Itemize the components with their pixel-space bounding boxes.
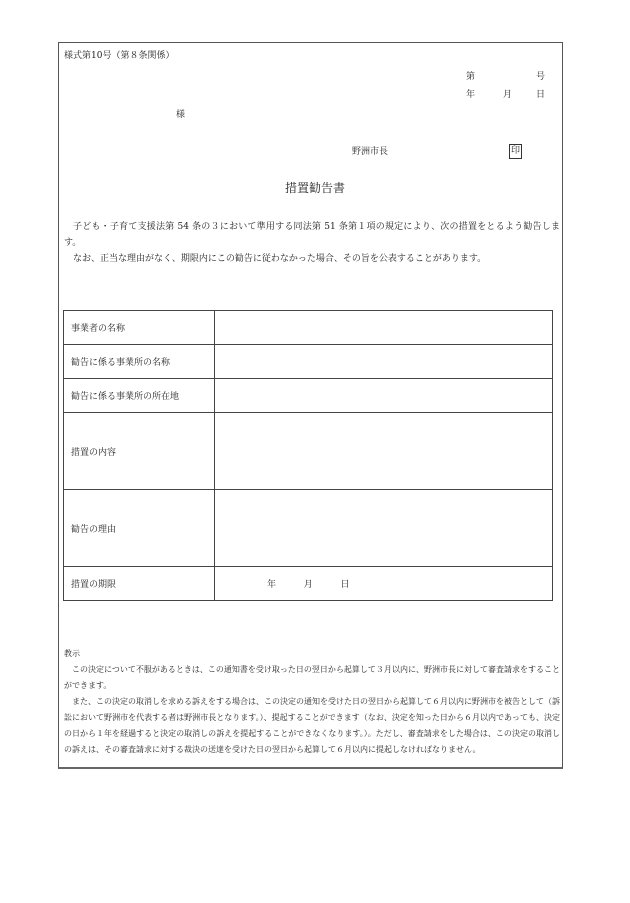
notice-paragraph-1: この決定について不服があるときは、この通知書を受け取った日の翌日から起算して３月以内に、野洲市長に対して審査請求をすることができます。: [64, 665, 560, 690]
row-label: 措置の内容: [64, 413, 215, 490]
table-row: [64, 379, 553, 413]
row-label: 勧告の理由: [64, 490, 215, 567]
body-paragraph-1: 子ども・子育て支援法第 54 条の３において準用する同法第 51 条第１項の規定により、次の措置をとるよう勧告します。: [64, 222, 560, 248]
issuer-name: 野洲市長: [352, 147, 389, 157]
body-text: [64, 219, 560, 267]
table-row: [64, 413, 553, 490]
row-value[interactable]: [215, 345, 553, 379]
row-value[interactable]: [215, 413, 553, 490]
row-value[interactable]: [215, 379, 553, 413]
row-label: 勧告に係る事業所の所在地: [64, 379, 215, 413]
notice-section: [64, 646, 560, 758]
document-title: 措置勧告書: [284, 181, 345, 195]
period-day-label: 日: [340, 580, 350, 590]
period-month-label: 月: [303, 580, 313, 590]
notice-heading: 教示: [64, 649, 80, 658]
period-year-label: 年: [267, 580, 277, 590]
row-label: 事業者の名称: [64, 311, 215, 345]
row-value[interactable]: [215, 490, 553, 567]
date-day-label: 日: [536, 90, 546, 100]
seal-mark: 印: [509, 144, 522, 159]
period-value[interactable]: [215, 567, 553, 601]
row-label: 措置の期限: [64, 567, 215, 601]
table-row: [64, 345, 553, 379]
date-month-label: 月: [503, 90, 513, 100]
row-label: 勧告に係る事業所の名称: [64, 345, 215, 379]
form-number: 様式第10号（第８条関係）: [64, 51, 175, 61]
table-row: [64, 311, 553, 345]
doc-number-suffix: 号: [536, 72, 546, 82]
recommendation-table: [63, 310, 553, 601]
table-row: [64, 490, 553, 567]
notice-paragraph-2: また、この決定の取消しを求める訴えをする場合は、この決定の通知を受けた日の翌日から起算して６月以内に野洲市を被告として（訴訟において野洲市を代表する者は野洲市長となります。）、提起することができます（なお、決定を知った日から６月以内であっても、決定の日から１年を経過すると決定の取消しの訴えを提起することができなくなります。）。ただし、審査請求をした場合は、この決定の取消しの訴えは、その審査請求に対する裁決の送達を受けた日の翌日から起算して６月以内に提起しなければなりません。: [64, 697, 560, 754]
doc-number-prefix: 第: [466, 72, 476, 82]
body-paragraph-2: なお、正当な理由がなく、期限内にこの勧告に従わなかった場合、その旨を公表することがあります。: [73, 254, 487, 264]
date-year-label: 年: [466, 90, 476, 100]
row-value[interactable]: [215, 311, 553, 345]
table-row: [64, 567, 553, 601]
addressee-suffix: 様: [176, 110, 186, 120]
